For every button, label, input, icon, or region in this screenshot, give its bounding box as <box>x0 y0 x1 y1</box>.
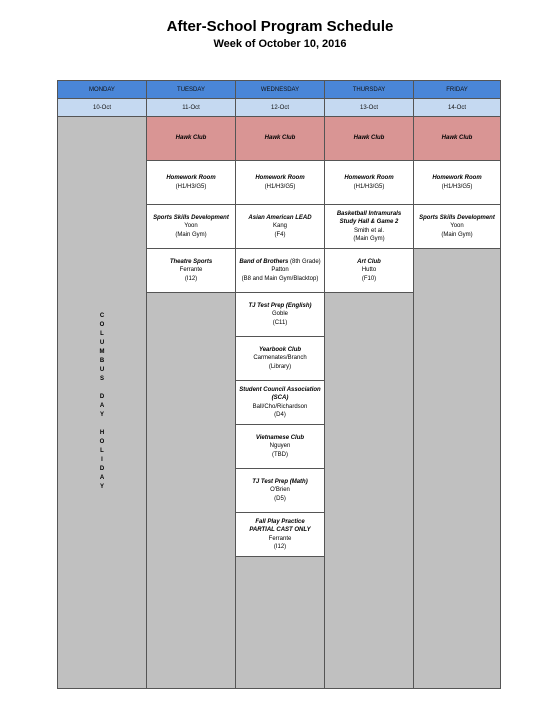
tuesday-homework-room: Homework Room (H1/H3/G5) <box>147 161 235 205</box>
holiday-letter: S <box>99 376 104 382</box>
holiday-letter: I <box>101 457 103 463</box>
thursday-basketball-intramurals: Basketball Intramurals Study Hall & Game 2 Smith et al. (Main Gym) <box>325 205 413 249</box>
thursday-art-club: Art Club Hutto (F10) <box>325 249 413 293</box>
day-header-thursday: THURSDAY <box>325 81 413 99</box>
holiday-letter: O <box>99 439 105 445</box>
wednesday-tj-test-prep-math: TJ Test Prep (Math) O'Brien (D5) <box>236 469 324 513</box>
wednesday-hawk-club: Hawk Club <box>236 117 324 161</box>
wednesday-homework-room: Homework Room (H1/H3/G5) <box>236 161 324 205</box>
wednesday-tj-test-prep-english: TJ Test Prep (English) Goble (C11) <box>236 293 324 337</box>
holiday-letter: Y <box>99 412 104 418</box>
holiday-letter: U <box>99 367 105 373</box>
date-tuesday: 11-Oct <box>147 99 235 117</box>
holiday-letter: O <box>99 322 105 328</box>
holiday-letter <box>58 384 146 393</box>
friday-sports-skills: Sports Skills Development Yoon (Main Gym) <box>414 205 500 249</box>
column-friday <box>414 81 500 688</box>
date-friday: 14-Oct <box>414 99 500 117</box>
column-wednesday <box>236 81 325 688</box>
holiday-letter: U <box>99 340 105 346</box>
wednesday-band-of-brothers: Band of Brothers (8th Grade) Patton (B8 and Main Gym/Blacktop) <box>236 249 324 293</box>
date-monday: 10-Oct <box>58 99 146 117</box>
holiday-letter: H <box>99 430 105 436</box>
wednesday-student-council: Student Council Association (SCA) Ball/Cho/Richardson (D4) <box>236 381 324 425</box>
tuesday-hawk-club: Hawk Club <box>147 117 235 161</box>
tuesday-sports-skills: Sports Skills Development Yoon (Main Gym) <box>147 205 235 249</box>
column-monday <box>58 81 147 688</box>
schedule-table <box>57 80 501 689</box>
thursday-hawk-club: Hawk Club <box>325 117 413 161</box>
wednesday-asian-american-lead: Asian American LEAD Kang (F4) <box>236 205 324 249</box>
holiday-letter: B <box>99 358 105 364</box>
holiday-letter: D <box>99 394 105 400</box>
holiday-letter: L <box>100 331 104 337</box>
day-header-monday: MONDAY <box>58 81 146 99</box>
page-subtitle: Week of October 10, 2016 <box>213 38 347 50</box>
day-header-wednesday: WEDNESDAY <box>236 81 324 99</box>
wednesday-fall-play-practice: Fall Play Practice PARTIAL CAST ONLY Ferrante (I12) <box>236 513 324 557</box>
wednesday-vietnamese-club: Vietnamese Club Nguyen (TBD) <box>236 425 324 469</box>
day-header-friday: FRIDAY <box>414 81 500 99</box>
holiday-letter: A <box>99 475 105 481</box>
date-wednesday: 12-Oct <box>236 99 324 117</box>
column-thursday <box>325 81 414 688</box>
friday-hawk-club: Hawk Club <box>414 117 500 161</box>
holiday-letter: Y <box>99 484 104 490</box>
wednesday-yearbook-club: Yearbook Club Carmenates/Branch (Library) <box>236 337 324 381</box>
holiday-letter: A <box>99 403 105 409</box>
column-tuesday <box>147 81 236 688</box>
date-thursday: 13-Oct <box>325 99 413 117</box>
day-header-tuesday: TUESDAY <box>147 81 235 99</box>
page-title: After-School Program Schedule <box>166 18 394 35</box>
friday-homework-room: Homework Room (H1/H3/G5) <box>414 161 500 205</box>
holiday-letter: C <box>99 313 105 319</box>
holiday-letter: M <box>99 349 105 355</box>
holiday-label <box>58 312 146 492</box>
tuesday-theatre-sports: Theatre Sports Ferrante (I12) <box>147 249 235 293</box>
thursday-homework-room: Homework Room (H1/H3/G5) <box>325 161 413 205</box>
holiday-letter: L <box>100 448 104 454</box>
holiday-letter: D <box>99 466 105 472</box>
holiday-letter <box>58 420 146 429</box>
monday-holiday-block <box>58 117 146 688</box>
